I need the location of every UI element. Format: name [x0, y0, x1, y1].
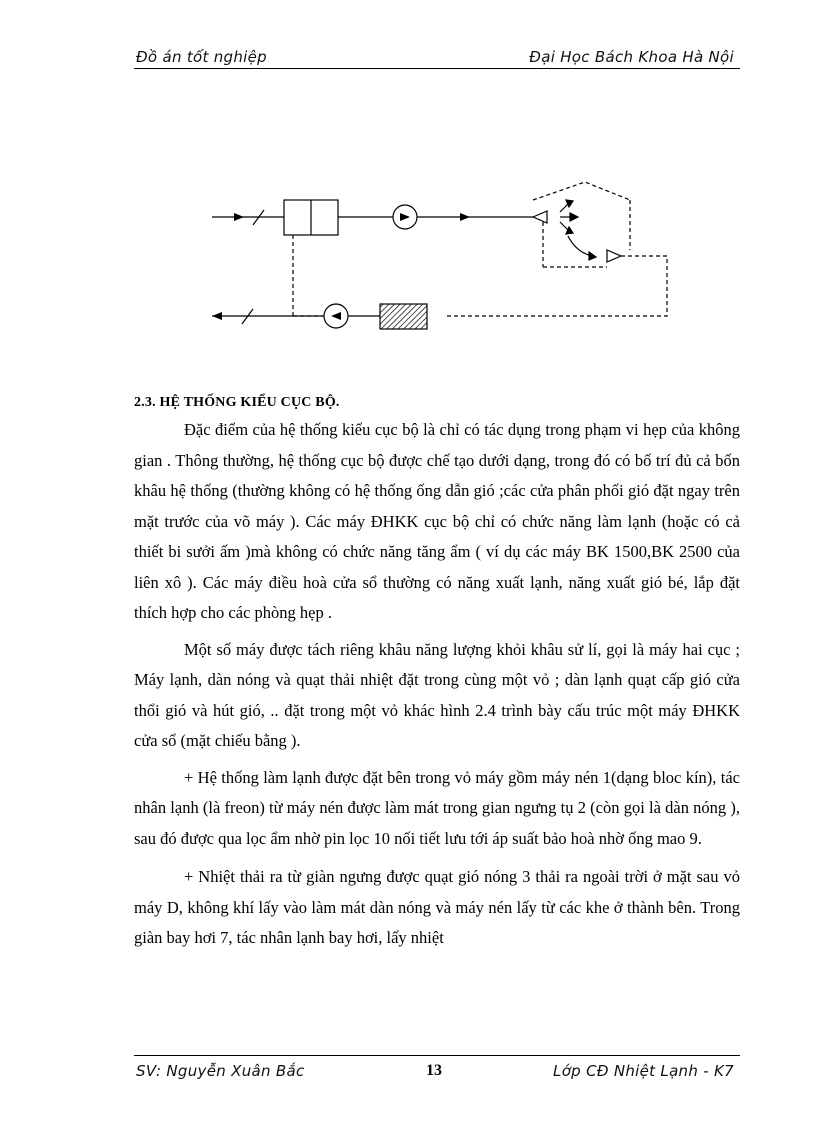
inlet-arrow-icon	[234, 213, 244, 221]
filter-element	[380, 304, 427, 329]
footer-student-name: SV: Nguyễn Xuân Bắc	[136, 1062, 305, 1080]
return-grille-icon	[607, 250, 621, 262]
room-airflow-arrows	[560, 200, 596, 260]
paragraph: Một số máy được tách riêng khâu năng lượng khỏi khâu sử lí, gọi là máy hai cục ; Máy lạnh, dàn nóng và quạt thải nhiệt đặt trong cùng một vỏ ; dàn lạnh quạt cấp gió cửa thổi gió và hút gió, .. đặt trong một vỏ khác hình 2.4 trình bày cấu trúc một máy ĐHKK cửa sổ (mặt chiếu bằng ).	[134, 639, 740, 750]
footer-class-name: Lớp CĐ Nhiệt Lạnh - K7	[553, 1062, 734, 1080]
supply-arrow-icon	[460, 213, 470, 221]
page-number: 13	[426, 1062, 442, 1079]
paragraph: + Nhiệt thải ra từ giàn ngưng được quạt gió nóng 3 thải ra ngoài trời ở mặt sau vỏ máy D, không khí lấy vào làm mát dàn nóng và máy nén lấy từ các khe ở thành bên. Trong giàn bay hơi 7, tác nhân lạnh bay hơi, lấy nhiệt	[134, 867, 740, 947]
section-content	[134, 395, 740, 954]
header-rule	[134, 68, 740, 69]
paragraph: + Hệ thống làm lạnh được đặt bên trong vỏ máy gồm máy nén 1(dạng bloc kín), tác nhân lạnh (là freon) từ máy nén được làm mát trong gian ngưng tụ 2 (còn gọi là dàn nóng ), sau đó được qua lọc ẩm nhờ pin lọc 10 nối tiết lưu tới áp suất bảo hoà nhờ ống mao 9.	[134, 767, 740, 848]
exhaust-arrow-icon	[212, 312, 222, 320]
section-heading: 2.3. HỆ THỐNG KIỂU CỤC BỘ.	[134, 395, 340, 410]
header-university: Đại Học Bách Khoa Hà Nội	[529, 48, 734, 66]
air-system-diagram	[200, 170, 680, 340]
supply-diffuser-icon	[533, 211, 547, 223]
paragraph: Đặc điểm của hệ thống kiểu cục bộ là chỉ có tác dụng trong phạm vi hẹp của không gian . Thông thường, hệ thống cục bộ được chế tạo dưới dạng, trong đó có bố trí đủ cả bốn khâu hệ thống (thường không có hệ thống ống dẫn gió ;các cửa phân phối gió đặt ngay trên mặt trước của võ máy ). Các máy ĐHKK cục bộ chỉ có chức năng làm lạnh (hoặc có cả thiết bi sưởi ấm )mà không có chức năng tăng ẩm ( ví dụ các máy BK 1500,BK 2500 của liên xô ). Các máy điều hoà cửa sổ thường có năng xuất lạnh, năng xuất gió bé, lắp đặt thích hợp cho các phòng hẹp .	[134, 420, 740, 622]
return-duct	[293, 235, 667, 316]
footer-rule	[134, 1055, 740, 1056]
header-project-title: Đồ án tốt nghiệp	[136, 48, 267, 66]
